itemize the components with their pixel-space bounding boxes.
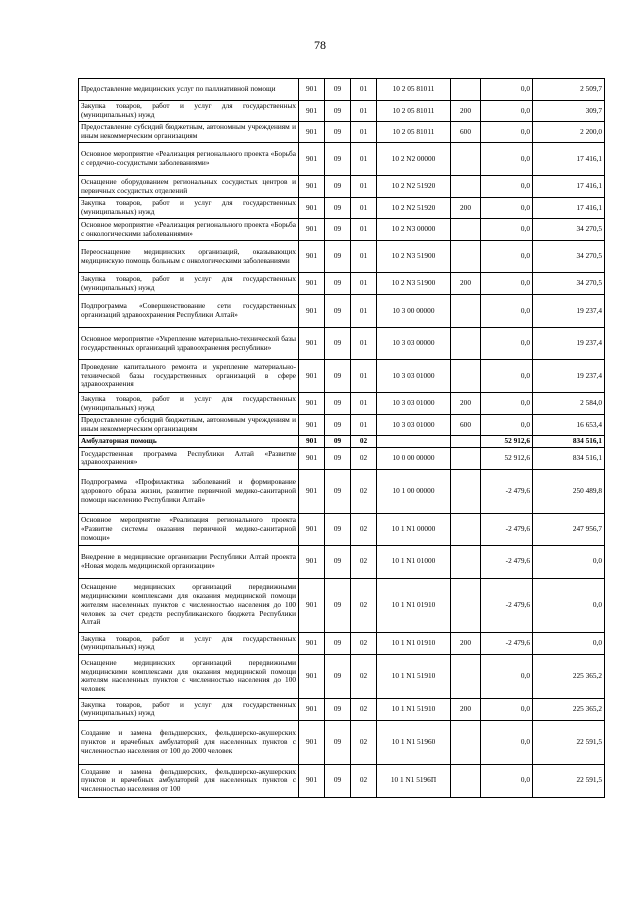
cell-name: Основное мероприятие «Реализация регионального проекта «Борьба с сердечно-сосудистыми заболеваниями» — [79, 143, 299, 176]
cell-target-article: 10 1 N1 01000 — [377, 545, 451, 578]
cell-change-amount: 0,0 — [481, 101, 533, 122]
cell-expense-type — [451, 578, 481, 632]
cell-total-amount: 19 237,4 — [533, 295, 605, 328]
cell-name: Оснащение медицинских организаций передвижными медицинскими комплексами для оказания медицинской помощи жителям населенных пунктов с численностью населения до 100 человек — [79, 654, 299, 698]
cell-change-amount: 52 912,6 — [481, 436, 533, 448]
cell-change-amount: 0,0 — [481, 79, 533, 101]
cell-expense-type — [451, 328, 481, 360]
cell-subsection: 02 — [351, 545, 377, 578]
cell-total-amount: 34 270,5 — [533, 273, 605, 295]
table-row — [79, 328, 605, 360]
cell-admin-code: 901 — [299, 198, 325, 219]
cell-target-article: 10 1 N1 00000 — [377, 513, 451, 545]
cell-section: 09 — [325, 578, 351, 632]
cell-expense-type — [451, 654, 481, 698]
cell-name: Амбулаторная помощь — [79, 436, 299, 448]
cell-admin-code: 901 — [299, 328, 325, 360]
cell-expense-type — [451, 360, 481, 393]
cell-expense-type: 600 — [451, 415, 481, 436]
cell-admin-code: 901 — [299, 295, 325, 328]
cell-subsection: 01 — [351, 122, 377, 143]
cell-total-amount: 17 416,1 — [533, 143, 605, 176]
cell-total-amount: 17 416,1 — [533, 176, 605, 198]
cell-section: 09 — [325, 545, 351, 578]
cell-change-amount: 0,0 — [481, 360, 533, 393]
cell-name: Закупка товаров, работ и услуг для государственных (муниципальных) нужд — [79, 273, 299, 295]
cell-name: Предоставление субсидий бюджетным, автономным учреждениям и иным некоммерческим организациям — [79, 415, 299, 436]
cell-name: Создание и замена фельдшерских, фельдшерско-акушерских пунктов и врачебных амбулаторий для населенных пунктов с численностью населения от 100 до 2000 человек — [79, 720, 299, 764]
cell-change-amount: 0,0 — [481, 273, 533, 295]
cell-target-article: 10 2 N3 00000 — [377, 219, 451, 241]
cell-total-amount: 34 270,5 — [533, 219, 605, 241]
cell-name: Закупка товаров, работ и услуг для государственных (муниципальных) нужд — [79, 698, 299, 720]
table-row — [79, 447, 605, 469]
cell-admin-code: 901 — [299, 360, 325, 393]
cell-section: 09 — [325, 513, 351, 545]
table-row — [79, 295, 605, 328]
cell-total-amount: 17 416,1 — [533, 198, 605, 219]
cell-target-article: 10 3 03 01000 — [377, 393, 451, 415]
table-row — [79, 393, 605, 415]
cell-admin-code: 901 — [299, 241, 325, 273]
cell-change-amount: 0,0 — [481, 415, 533, 436]
cell-subsection: 02 — [351, 578, 377, 632]
cell-admin-code: 901 — [299, 79, 325, 101]
budget-table-body — [79, 79, 605, 798]
table-row — [79, 415, 605, 436]
cell-expense-type — [451, 295, 481, 328]
cell-section: 09 — [325, 198, 351, 219]
cell-admin-code: 901 — [299, 436, 325, 448]
table-row — [79, 198, 605, 219]
cell-expense-type — [451, 545, 481, 578]
cell-total-amount: 0,0 — [533, 545, 605, 578]
cell-change-amount: -2 479,6 — [481, 469, 533, 513]
table-row — [79, 176, 605, 198]
cell-subsection: 01 — [351, 241, 377, 273]
cell-section: 09 — [325, 720, 351, 764]
cell-name: Оснащение медицинских организаций передвижными медицинскими комплексами для оказания медицинской помощи жителям населенных пунктов с численностью населения до 100 человек за счет средств республиканского бюджета Республики Алтай — [79, 578, 299, 632]
table-row — [79, 122, 605, 143]
cell-expense-type — [451, 436, 481, 448]
cell-section: 09 — [325, 698, 351, 720]
cell-subsection: 01 — [351, 198, 377, 219]
cell-subsection: 01 — [351, 219, 377, 241]
cell-change-amount: 0,0 — [481, 122, 533, 143]
cell-expense-type — [451, 513, 481, 545]
cell-subsection: 02 — [351, 632, 377, 654]
cell-admin-code: 901 — [299, 273, 325, 295]
cell-admin-code: 901 — [299, 654, 325, 698]
cell-expense-type: 600 — [451, 122, 481, 143]
cell-expense-type — [451, 469, 481, 513]
cell-expense-type — [451, 143, 481, 176]
cell-target-article: 10 1 00 00000 — [377, 469, 451, 513]
cell-target-article: 10 0 00 00000 — [377, 447, 451, 469]
table-row — [79, 219, 605, 241]
cell-target-article: 10 1 N1 51910 — [377, 654, 451, 698]
cell-section: 09 — [325, 447, 351, 469]
cell-target-article: 10 2 N3 51900 — [377, 273, 451, 295]
cell-total-amount: 2 584,0 — [533, 393, 605, 415]
cell-admin-code: 901 — [299, 176, 325, 198]
cell-target-article: 10 2 N2 51920 — [377, 198, 451, 219]
cell-subsection: 01 — [351, 143, 377, 176]
table-row — [79, 241, 605, 273]
cell-section: 09 — [325, 273, 351, 295]
cell-change-amount: 0,0 — [481, 764, 533, 797]
page-number: 78 — [314, 38, 326, 52]
cell-change-amount: 0,0 — [481, 654, 533, 698]
cell-change-amount: 0,0 — [481, 241, 533, 273]
cell-admin-code: 901 — [299, 415, 325, 436]
cell-subsection: 01 — [351, 79, 377, 101]
cell-subsection: 01 — [351, 360, 377, 393]
cell-admin-code: 901 — [299, 632, 325, 654]
cell-subsection: 01 — [351, 273, 377, 295]
table-row — [79, 436, 605, 448]
cell-name: Проведение капитального ремонта и укрепление материально-технической базы государственных организаций в сфере здравоохранения — [79, 360, 299, 393]
cell-section: 09 — [325, 415, 351, 436]
cell-name: Предоставление субсидий бюджетным, автономным учреждениям и иным некоммерческим организациям — [79, 122, 299, 143]
table-row — [79, 545, 605, 578]
cell-total-amount: 250 489,8 — [533, 469, 605, 513]
cell-total-amount: 34 270,5 — [533, 241, 605, 273]
cell-total-amount: 225 365,2 — [533, 698, 605, 720]
cell-section: 09 — [325, 143, 351, 176]
cell-expense-type — [451, 176, 481, 198]
cell-section: 09 — [325, 219, 351, 241]
cell-subsection: 02 — [351, 447, 377, 469]
cell-admin-code: 901 — [299, 101, 325, 122]
cell-target-article: 10 2 N3 51900 — [377, 241, 451, 273]
cell-subsection: 02 — [351, 436, 377, 448]
cell-total-amount: 2 509,7 — [533, 79, 605, 101]
cell-change-amount: -2 479,6 — [481, 632, 533, 654]
cell-name: Закупка товаров, работ и услуг для государственных (муниципальных) нужд — [79, 101, 299, 122]
cell-admin-code: 901 — [299, 545, 325, 578]
cell-admin-code: 901 — [299, 219, 325, 241]
cell-change-amount: -2 479,6 — [481, 578, 533, 632]
table-row — [79, 764, 605, 797]
cell-expense-type — [451, 241, 481, 273]
table-row — [79, 273, 605, 295]
cell-section: 09 — [325, 101, 351, 122]
cell-section: 09 — [325, 654, 351, 698]
table-row — [79, 513, 605, 545]
cell-name: Переоснащение медицинских организаций, оказывающих медицинскую помощь больным с онкологическими заболеваниями — [79, 241, 299, 273]
cell-expense-type — [451, 219, 481, 241]
cell-name: Основное мероприятие «Реализация регионального проекта «Борьба с онкологическими заболеваниями» — [79, 219, 299, 241]
cell-section: 09 — [325, 469, 351, 513]
budget-table — [78, 78, 605, 798]
cell-admin-code: 901 — [299, 578, 325, 632]
cell-change-amount: -2 479,6 — [481, 513, 533, 545]
cell-subsection: 01 — [351, 176, 377, 198]
cell-section: 09 — [325, 436, 351, 448]
cell-expense-type — [451, 79, 481, 101]
cell-total-amount: 834 516,1 — [533, 447, 605, 469]
cell-subsection: 02 — [351, 654, 377, 698]
cell-section: 09 — [325, 241, 351, 273]
cell-section: 09 — [325, 360, 351, 393]
cell-total-amount: 225 365,2 — [533, 654, 605, 698]
cell-change-amount: 0,0 — [481, 720, 533, 764]
table-row — [79, 79, 605, 101]
cell-change-amount: 0,0 — [481, 328, 533, 360]
table-row — [79, 698, 605, 720]
cell-subsection: 02 — [351, 764, 377, 797]
cell-expense-type — [451, 720, 481, 764]
cell-expense-type: 200 — [451, 273, 481, 295]
cell-name: Подпрограмма «Совершенствование сети государственных организаций здравоохранения Республики Алтай» — [79, 295, 299, 328]
cell-section: 09 — [325, 176, 351, 198]
cell-admin-code: 901 — [299, 513, 325, 545]
cell-target-article: 10 2 N2 51920 — [377, 176, 451, 198]
cell-total-amount: 2 200,0 — [533, 122, 605, 143]
cell-admin-code: 901 — [299, 469, 325, 513]
cell-expense-type: 200 — [451, 632, 481, 654]
cell-name: Подпрограмма «Профилактика заболеваний и формирование здорового образа жизни, развитие первичной медико-санитарной помощи населению Республики Алтай» — [79, 469, 299, 513]
cell-target-article: 10 3 03 01000 — [377, 360, 451, 393]
cell-name: Внедрение в медицинские организации Республики Алтай проекта «Новая модель медицинской организации» — [79, 545, 299, 578]
cell-subsection: 01 — [351, 393, 377, 415]
cell-change-amount: 0,0 — [481, 295, 533, 328]
cell-target-article: 10 2 05 81011 — [377, 79, 451, 101]
cell-change-amount: 0,0 — [481, 698, 533, 720]
table-row — [79, 101, 605, 122]
table-row — [79, 720, 605, 764]
cell-admin-code: 901 — [299, 393, 325, 415]
cell-total-amount: 0,0 — [533, 578, 605, 632]
cell-name: Основное мероприятие «Реализация регионального проекта «Развитие системы оказания первичной медико-санитарной помощи» — [79, 513, 299, 545]
table-row — [79, 143, 605, 176]
cell-subsection: 02 — [351, 513, 377, 545]
cell-subsection: 01 — [351, 328, 377, 360]
cell-change-amount: 52 912,6 — [481, 447, 533, 469]
cell-name: Предоставление медицинских услуг по паллиативной помощи — [79, 79, 299, 101]
cell-target-article: 10 1 N1 01910 — [377, 632, 451, 654]
cell-total-amount: 19 237,4 — [533, 328, 605, 360]
cell-name: Закупка товаров, работ и услуг для государственных (муниципальных) нужд — [79, 632, 299, 654]
cell-subsection: 01 — [351, 415, 377, 436]
table-row — [79, 469, 605, 513]
cell-admin-code: 901 — [299, 764, 325, 797]
cell-expense-type: 200 — [451, 198, 481, 219]
cell-total-amount: 834 516,1 — [533, 436, 605, 448]
table-row — [79, 654, 605, 698]
cell-section: 09 — [325, 764, 351, 797]
table-row — [79, 632, 605, 654]
cell-name: Закупка товаров, работ и услуг для государственных (муниципальных) нужд — [79, 198, 299, 219]
cell-target-article: 10 3 03 00000 — [377, 328, 451, 360]
cell-subsection: 02 — [351, 698, 377, 720]
cell-target-article: 10 1 N1 51910 — [377, 698, 451, 720]
cell-subsection: 02 — [351, 720, 377, 764]
cell-target-article — [377, 436, 451, 448]
cell-section: 09 — [325, 328, 351, 360]
cell-target-article: 10 1 N1 51960 — [377, 720, 451, 764]
table-row — [79, 578, 605, 632]
cell-target-article: 10 1 N1 01910 — [377, 578, 451, 632]
cell-name: Оснащение оборудованием региональных сосудистых центров и первичных сосудистых отделений — [79, 176, 299, 198]
cell-total-amount: 0,0 — [533, 632, 605, 654]
cell-total-amount: 19 237,4 — [533, 360, 605, 393]
cell-target-article: 10 2 N2 00000 — [377, 143, 451, 176]
cell-section: 09 — [325, 632, 351, 654]
cell-change-amount: 0,0 — [481, 393, 533, 415]
cell-total-amount: 309,7 — [533, 101, 605, 122]
cell-target-article: 10 3 00 00000 — [377, 295, 451, 328]
cell-change-amount: 0,0 — [481, 176, 533, 198]
cell-section: 09 — [325, 393, 351, 415]
cell-section: 09 — [325, 79, 351, 101]
cell-change-amount: -2 479,6 — [481, 545, 533, 578]
cell-target-article: 10 3 03 01000 — [377, 415, 451, 436]
cell-expense-type — [451, 764, 481, 797]
cell-subsection: 01 — [351, 295, 377, 328]
cell-expense-type: 200 — [451, 393, 481, 415]
cell-admin-code: 901 — [299, 698, 325, 720]
table-row — [79, 360, 605, 393]
cell-change-amount: 0,0 — [481, 198, 533, 219]
cell-name: Основное мероприятие «Укрепление материально-технической базы государственных организаций здравоохранения республики» — [79, 328, 299, 360]
cell-name: Создание и замена фельдшерских, фельдшерско-акушерских пунктов и врачебных амбулаторий для населенных пунктов с численностью населения от 100 — [79, 764, 299, 797]
cell-section: 09 — [325, 295, 351, 328]
cell-expense-type — [451, 447, 481, 469]
cell-admin-code: 901 — [299, 447, 325, 469]
cell-admin-code: 901 — [299, 122, 325, 143]
cell-target-article: 10 2 05 81011 — [377, 122, 451, 143]
cell-name: Государственная программа Республики Алтай «Развитие здравоохранения» — [79, 447, 299, 469]
cell-total-amount: 22 591,5 — [533, 764, 605, 797]
cell-total-amount: 16 653,4 — [533, 415, 605, 436]
cell-target-article: 10 1 N1 5196П — [377, 764, 451, 797]
cell-change-amount: 0,0 — [481, 143, 533, 176]
cell-change-amount: 0,0 — [481, 219, 533, 241]
cell-target-article: 10 2 05 81011 — [377, 101, 451, 122]
cell-total-amount: 247 956,7 — [533, 513, 605, 545]
cell-total-amount: 22 591,5 — [533, 720, 605, 764]
cell-expense-type: 200 — [451, 698, 481, 720]
cell-admin-code: 901 — [299, 143, 325, 176]
cell-expense-type: 200 — [451, 101, 481, 122]
cell-subsection: 02 — [351, 469, 377, 513]
cell-name: Закупка товаров, работ и услуг для государственных (муниципальных) нужд — [79, 393, 299, 415]
cell-subsection: 01 — [351, 101, 377, 122]
cell-admin-code: 901 — [299, 720, 325, 764]
cell-section: 09 — [325, 122, 351, 143]
